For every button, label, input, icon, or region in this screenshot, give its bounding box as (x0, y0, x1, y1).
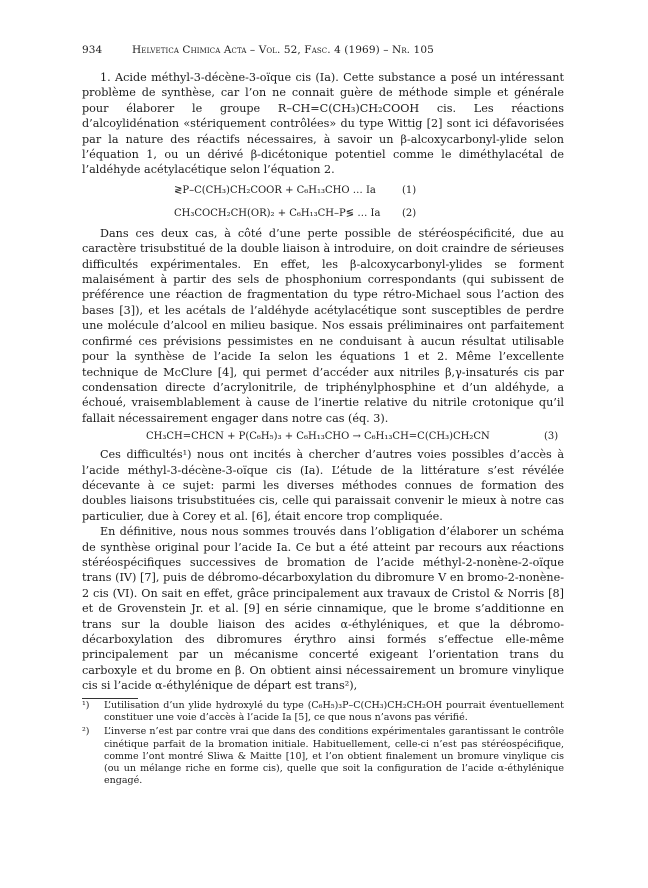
footnote-rule (82, 698, 138, 699)
equation-1-text: ≷P–C(CH₃)CH₂COOR + C₆H₁₃CHO … Ia (174, 184, 376, 196)
footnote-1-text: L’utilisation d’un ylide hydroxylé du type (C₆H₅)₃P–C(CH₃)CH₂CH₂OH pourrait éventuellement constituer une voie d’accès à l’acide Ia [5], ce que nous n’avons pas vérifié. (104, 700, 564, 724)
footnote-1 (82, 700, 564, 724)
paragraph-2: Dans ces deux cas, à côté d’une perte possible de stéréospécificité, due au caractère trisubstitué de la double liaison à introduire, on doit craindre de sérieuses difficultés expérimentales. En effet, les β-alcoxycarbonyl-ylides se forment malaisément à partir des sels de phosphonium correspondants (qui subissent de préférence une réaction de fragmentation du type rétro-Michael sous l’action des bases [3]), et les acétals de l’aldéhyde acétylacétique sont susceptibles de perdre une molécule d’alcool en milieu basique. Nos essais préliminaires ont parfaitement confirmé ces prévisions pessimistes en ne conduisant à aucun résultat utilisable pour la synthèse de l’acide Ia selon les équations 1 et 2. Même l’excellente technique de McClure [4], qui permet d’accéder aux nitriles β,γ-insaturés cis par condensation directe d’acrylonitrile, de triphénylphosphine et d’un aldéhyde, a échoué, vraisemblablement à cause de l’inertie relative du nitrile crotonique qu’il fallait nécessairement engager dans notre cas (éq. 3). (82, 226, 564, 425)
footnotes (82, 700, 564, 789)
equation-1-number: (1) (402, 184, 417, 196)
running-header (82, 44, 562, 60)
footnote-2-text: L’inverse n’est par contre vrai que dans des conditions expérimentales garantissant le contrôle cinétique parfait de la bromation initiale. Habituellement, celle-ci n’est pas stéréospécifique, comme l’ont montré Sliwa & Maitte [10], et l’on obtient finalement un bromure vinylique cis (ou un mélange riche en forme cis), quelle que soit la configuration de l’acide α-éthylénique engagé. (104, 726, 564, 787)
running-title: Helvetica Chimica Acta – Vol. 52, Fasc. 4 (1969) – Nr. 105 (132, 44, 434, 56)
paragraph-1: 1. Acide méthyl-3-décène-3-oïque cis (Ia). Cette substance a posé un intéressant problème de synthèse, car l’on ne connait guère de méthode simple et générale pour élaborer le groupe R–CH=C(CH₃)CH₂COOH cis. Les réactions d’alcoylidénation «stériquement contrôlées» du type Wittig [2] sont ici défavorisées par la nature des réactifs nécessaires, à savoir un β-alcoxycarbonyl-ylide selon l’équation 1, ou un dérivé β-dicétonique potentiel comme le diméthylacétal de l’aldéhyde acétylacétique selon l’équation 2. (82, 71, 564, 177)
footnote-2-mark: ²) (82, 726, 90, 738)
equation-2-number: (2) (402, 207, 417, 219)
equation-2 (82, 205, 564, 222)
footnote-1-mark: ¹) (82, 700, 90, 711)
article-body (82, 70, 564, 694)
equation-3-text: CH₃CH=CHCN + P(C₆H₅)₃ + C₆H₁₃CHO → C₆H₁₃CH=C(CH₃)CH₂CN (146, 431, 490, 443)
equation-3 (82, 428, 564, 445)
page-number: 934 (82, 44, 103, 56)
footnote-2 (82, 726, 564, 787)
paragraph-3: Ces difficultés¹) nous ont incités à chercher d’autres voies possibles d’accès à l’acide méthyl-3-décène-3-oïque cis (Ia). L’étude de la littérature s’est révélée décevante à ce sujet: parmi les diverses méthodes connues de formation des doubles liaisons trisubstituées cis, celle qui paraissait convenir le mieux à notre cas particulier, due à Corey et al. [6], était encore trop compliquée. (82, 448, 564, 523)
equation-2-text: CH₃COCH₂CH(OR)₂ + C₆H₁₃CH–P≶ … Ia (174, 207, 381, 219)
paragraph-4: En définitive, nous nous sommes trouvés dans l’obligation d’élaborer un schéma de synthèse original pour l’acide Ia. Ce but a été atteint par recours aux réactions stéréospécifiques successives de bromation de l’acide méthyl-2-nonène-2-oïque trans (IV) [7], puis de débromo-décarboxylation du dibromure V en bromo-2-nonène-2 cis (VI). On sait en effet, grâce principalement aux travaux de Cristol & Norris [8] et de Grovenstein Jr. et al. [9] en série cinnamique, que le brome s’additionne en trans sur la double liaison des acides α-éthyléniques, et que la débromo-décarboxylation des dibromures érythro ainsi formés s’effectue elle-même principalement par un mécanisme concerté exigeant l’orientation trans du carboxyle et du brome en β. On obtient ainsi nécessairement un bromure vinylique cis si l’acide α-éthylénique de départ est trans²), (82, 525, 564, 693)
equation-1 (82, 182, 564, 199)
equation-3-number: (3) (544, 431, 559, 443)
